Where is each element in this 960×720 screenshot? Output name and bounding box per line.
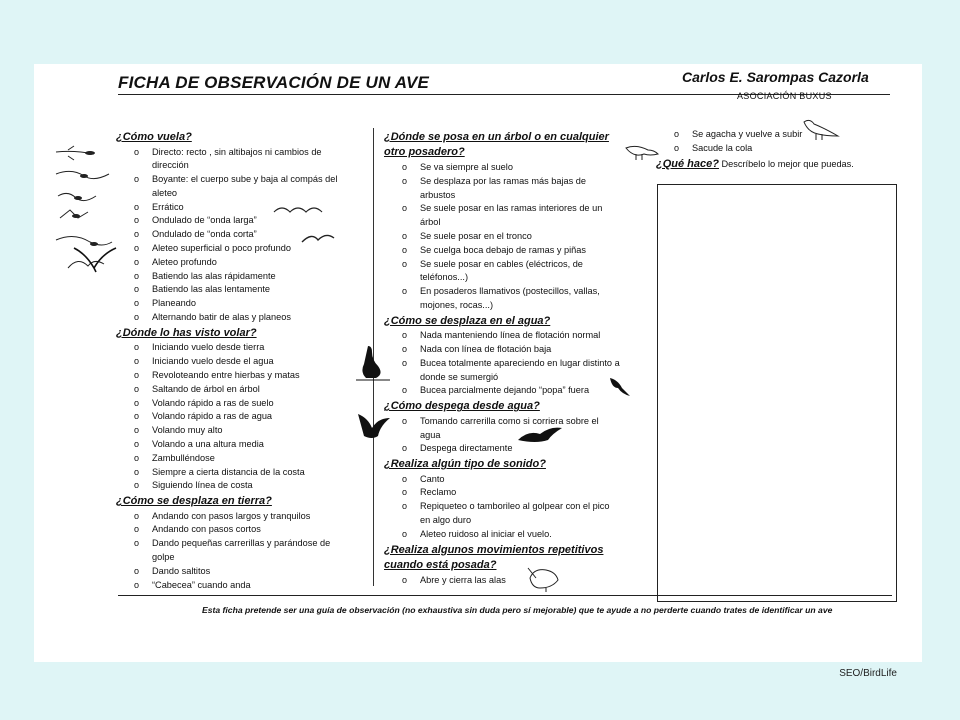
describe-instruction: Descríbelo lo mejor que puedas.: [721, 158, 854, 169]
heading-where-seen-flying: ¿Dónde lo has visto volar?: [116, 326, 257, 339]
list-item[interactable]: o Sacude la cola: [656, 142, 906, 156]
list-item[interactable]: o Iniciando vuelo desde tierra: [116, 341, 348, 355]
list-item[interactable]: o Directo: recto , sin altibajos ni cambios de dirección: [116, 146, 348, 174]
moves-list: [384, 574, 620, 588]
list-item[interactable]: o Aleteo profundo: [116, 256, 348, 270]
sound-list: [384, 473, 620, 542]
list-item[interactable]: o Alternando batir de alas y planeos: [116, 311, 348, 325]
list-item[interactable]: o Revoloteando entre hierbas y matas: [116, 369, 348, 383]
bird-perched-icon: [524, 564, 564, 594]
bird-perched-icon: [800, 116, 840, 144]
list-item[interactable]: o En posaderos llamativos (postecillos, vallas, mojones, rocas...): [384, 285, 620, 313]
column-what-it-does: [656, 128, 906, 171]
where-list: [116, 341, 348, 493]
list-item[interactable]: o “Cabecea” cuando anda: [116, 579, 348, 593]
heading-where-it-perches: ¿Dónde se posa en un árbol o en cualquier otro posadero?: [384, 131, 609, 158]
list-item[interactable]: o Canto: [384, 473, 620, 487]
what-does-it-do-row: [656, 157, 906, 172]
list-item[interactable]: o Volando rápido a ras de agua: [116, 410, 348, 424]
heading-moves-in-water: ¿Cómo se desplaza en el agua?: [384, 314, 551, 327]
list-item[interactable]: o Errático: [116, 201, 348, 215]
list-item[interactable]: o Batiendo las alas rápidamente: [116, 270, 348, 284]
water-list: [384, 329, 620, 398]
bird-swimming-icon: [356, 344, 390, 384]
takeoff-list: [384, 415, 620, 456]
column-behaviour: [384, 129, 620, 587]
list-item[interactable]: o Volando a una altura media: [116, 438, 348, 452]
bird-flight-icon: [608, 374, 632, 398]
bird-perched-icon: [624, 138, 664, 164]
list-item[interactable]: o Se desplaza por las ramas más bajas de arbustos: [384, 175, 620, 203]
observation-sheet: [34, 64, 922, 662]
column-flight: [116, 129, 348, 592]
list-item[interactable]: o Se cuelga boca debajo de ramas y piñas: [384, 244, 620, 258]
list-item[interactable]: o Se va siempre al suelo: [384, 161, 620, 175]
bird-flight-icon: [354, 412, 394, 448]
list-item[interactable]: o Siempre a cierta distancia de la costa: [116, 466, 348, 480]
list-item[interactable]: o Volando rápido a ras de suelo: [116, 397, 348, 411]
bird-flight-icon: [72, 244, 118, 276]
list-item[interactable]: o Batiendo las alas lentamente: [116, 283, 348, 297]
list-item[interactable]: o Planeando: [116, 297, 348, 311]
list-item[interactable]: o Bucea parcialmente dejando “popa” fuera: [384, 384, 620, 398]
list-item[interactable]: o Repiqueteo o tamborileo al golpear con el pico en algo duro: [384, 500, 620, 528]
list-item[interactable]: o Reclamo: [384, 486, 620, 500]
list-item[interactable]: o Volando muy alto: [116, 424, 348, 438]
list-item[interactable]: o Nada con línea de flotación baja: [384, 343, 620, 357]
list-item[interactable]: o Se suele posar en cables (eléctricos, de teléfonos...): [384, 258, 620, 286]
list-item[interactable]: o Siguiendo línea de costa: [116, 479, 348, 493]
land-list: [116, 510, 348, 593]
footer-rule: [118, 595, 892, 596]
list-item[interactable]: o Dando saltitos: [116, 565, 348, 579]
list-item[interactable]: o Andando con pasos largos y tranquilos: [116, 510, 348, 524]
heading-makes-sound: ¿Realiza algún tipo de sonido?: [384, 458, 546, 471]
sheet-title: FICHA DE OBSERVACIÓN DE UN AVE: [118, 73, 430, 92]
author-name: Carlos E. Sarompas Cazorla: [682, 69, 869, 85]
list-item[interactable]: o Iniciando vuelo desde el agua: [116, 355, 348, 369]
list-item[interactable]: o Tomando carrerilla como si corriera sobre el agua: [384, 415, 620, 443]
description-box[interactable]: [657, 184, 897, 602]
perch-list: [384, 161, 620, 313]
list-item[interactable]: o Saltando de árbol en árbol: [116, 383, 348, 397]
list-item[interactable]: o Ondulado de “onda corta”: [116, 228, 348, 242]
bird-swimming-icon: [516, 426, 566, 448]
list-item[interactable]: o Se suele posar en el tronco: [384, 230, 620, 244]
list-item[interactable]: o Despega directamente: [384, 442, 620, 456]
list-item[interactable]: o Andando con pasos cortos: [116, 523, 348, 537]
heading-repetitive-movements: ¿Realiza algunos movimientos repetitivos cuando está posada?: [384, 543, 604, 571]
list-item[interactable]: o Aleteo ruidoso al iniciar el vuelo.: [384, 528, 620, 542]
heading-moves-on-land: ¿Cómo se desplaza en tierra?: [116, 495, 272, 508]
heading-takeoff-from-water: ¿Cómo despega desde agua?: [384, 400, 540, 413]
list-item[interactable]: o Se agacha y vuelve a subir: [656, 128, 906, 142]
heading-what-does-it-do: ¿Qué hace?: [656, 157, 719, 170]
list-item[interactable]: o Abre y cierra las alas: [384, 574, 620, 588]
list-item[interactable]: o Zambulléndose: [116, 452, 348, 466]
credit-label: SEO/BirdLife: [839, 668, 897, 679]
list-item[interactable]: o Aleteo superficial o poco profundo: [116, 242, 348, 256]
list-item[interactable]: o Nada manteniendo línea de flotación normal: [384, 329, 620, 343]
footer-note: Esta ficha pretende ser una guía de observación (no exhaustiva sin duda pero sí mejorable) que te ayude a no perderte cuando trates de identificar un ave: [202, 605, 833, 615]
association-name: ASOCIACIÓN BUXUS: [737, 91, 832, 101]
list-item[interactable]: o Se suele posar en las ramas interiores de un árbol: [384, 202, 620, 230]
list-item[interactable]: o Dando pequeñas carrerillas y parándose de golpe: [116, 537, 348, 565]
list-item[interactable]: o Ondulado de “onda larga”: [116, 214, 348, 228]
heading-how-it-flies: ¿Cómo vuela?: [116, 131, 192, 143]
list-item[interactable]: o Boyante: el cuerpo sube y baja al compás del aleteo: [116, 173, 348, 201]
list-item[interactable]: o Bucea totalmente apareciendo en lugar distinto a donde se sumergió: [384, 357, 620, 385]
bird-flight-icon: [272, 202, 352, 252]
